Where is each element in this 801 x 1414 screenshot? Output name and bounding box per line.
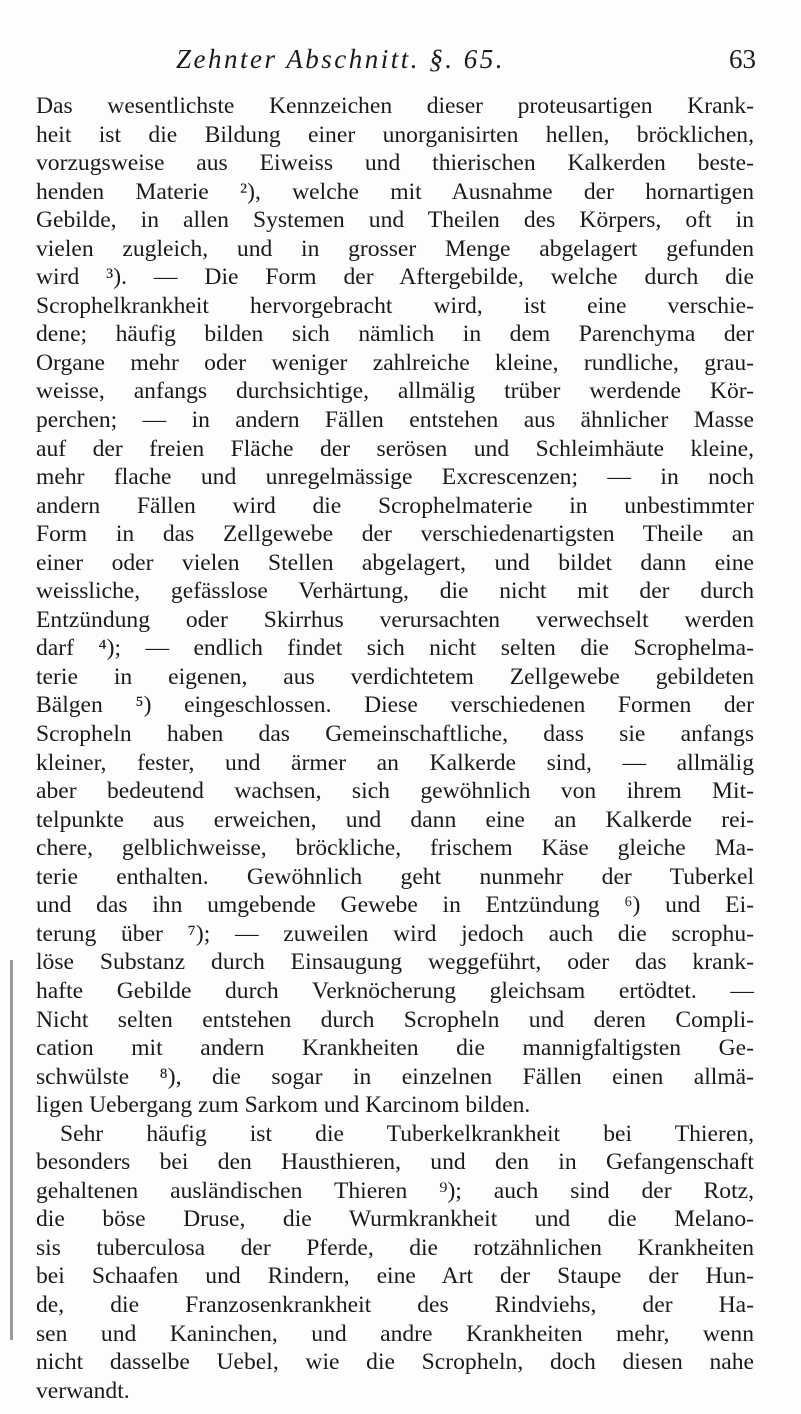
text-line: telpunkte aus erweichen, und dann eine an Kalkerde rei- — [36, 806, 754, 833]
text-line: Form in das Zellgewebe der verschiedenartigsten Theile an — [36, 521, 754, 548]
text-line: auf der freien Fläche der serösen und Schleimhäute kleine, — [36, 435, 754, 462]
text-line: ligen Uebergang zum Sarkom und Karcinom bilden. — [36, 1092, 531, 1119]
text-line: weisse, anfangs durchsichtige, allmälig trüber werdende Kör- — [36, 378, 754, 405]
text-line: terie enthalten. Gewöhnlich geht nunmehr der Tuberkel — [36, 863, 754, 890]
text-line: aber bedeutend wachsen, sich gewöhnlich von ihrem Mit- — [36, 778, 754, 805]
text-line: Scrophelkrankheit hervorgebracht wird, ist eine verschie- — [36, 292, 754, 319]
text-line: verwandt. — [36, 1377, 130, 1404]
text-line: darf ⁴); — endlich findet sich nicht selten die Scrophelma- — [36, 635, 754, 662]
text-line: hafte Gebilde durch Verknöcherung gleichsam ertödtet. — — [36, 977, 754, 1004]
text-line: und das ihn umgebende Gewebe in Entzündung ⁶) und Ei- — [36, 892, 754, 919]
text-line: sis tuberculosa der Pferde, die rotzähnlichen Krankheiten — [36, 1234, 754, 1261]
page-edge-shadow — [10, 960, 13, 1340]
text-line: Entzündung oder Skirrhus verursachten verwechselt werden — [36, 606, 754, 633]
text-line: wird ³). — Die Form der Aftergebilde, welche durch die — [36, 264, 754, 291]
text-line: terung über ⁷); — zuweilen wird jedoch auch die scrophu- — [36, 920, 754, 947]
text-line: heit ist die Bildung einer unorganisirten hellen, bröcklichen, — [36, 121, 754, 148]
running-header — [36, 44, 756, 84]
text-line: perchen; — in andern Fällen entstehen aus ähnlicher Masse — [36, 407, 754, 434]
text-line: Gebilde, in allen Systemen und Theilen des Körpers, oft in — [36, 207, 754, 234]
text-line: löse Substanz durch Einsaugung weggeführt, oder das krank- — [36, 949, 754, 976]
text-line: einer oder vielen Stellen abgelagert, und bildet dann eine — [36, 549, 754, 576]
text-line: weissliche, gefässlose Verhärtung, die nicht mit der durch — [36, 578, 754, 605]
body-text — [36, 92, 754, 1405]
text-line: nicht dasselbe Uebel, wie die Scropheln, doch diesen nahe — [36, 1349, 754, 1376]
text-line: chere, gelblichweisse, bröckliche, frischem Käse gleiche Ma- — [36, 835, 754, 862]
text-line: gehaltenen ausländischen Thieren ⁹); auch sind der Rotz, — [36, 1177, 754, 1204]
text-line: de, die Franzosenkrankheit des Rindviehs, der Ha- — [36, 1291, 754, 1318]
text-line: dene; häufig bilden sich nämlich in dem Parenchyma der — [36, 321, 754, 348]
text-line: Scropheln haben das Gemeinschaftliche, dass sie anfangs — [36, 721, 754, 748]
text-line: Sehr häufig ist die Tuberkelkrankheit bei Thieren, — [60, 1120, 754, 1147]
text-line: vielen zugleich, und in grosser Menge abgelagert gefunden — [36, 235, 754, 262]
text-line: besonders bei den Hausthieren, und den in Gefangenschaft — [36, 1149, 754, 1176]
text-line: schwülste ⁸), die sogar in einzelnen Fällen einen allmä- — [36, 1063, 754, 1090]
text-line: bei Schaafen und Rindern, eine Art der Staupe der Hun- — [36, 1263, 754, 1290]
text-line: die böse Druse, die Wurmkrankheit und die Melano- — [36, 1206, 754, 1233]
text-line: terie in eigenen, aus verdichtetem Zellgewebe gebildeten — [36, 663, 754, 690]
section-title: Zehnter Abschnitt. §. 65. — [176, 44, 505, 74]
text-line: Das wesentlichste Kennzeichen dieser proteusartigen Krank- — [36, 93, 754, 119]
text-line: sen und Kaninchen, und andre Krankheiten mehr, wenn — [36, 1320, 754, 1347]
text-line: henden Materie ²), welche mit Ausnahme der hornartigen — [36, 178, 754, 205]
text-line: cation mit andern Krankheiten die mannigfaltigsten Ge- — [36, 1035, 754, 1062]
text-line: Organe mehr oder weniger zahlreiche kleine, rundliche, grau- — [36, 349, 754, 376]
text-line: vorzugsweise aus Eiweiss und thierischen Kalkerden beste- — [36, 150, 754, 177]
text-line: Nicht selten entstehen durch Scropheln und deren Compli- — [36, 1006, 754, 1033]
text-line: kleiner, fester, und ärmer an Kalkerde sind, — allmälig — [36, 749, 754, 776]
text-line: andern Fällen wird die Scrophelmaterie in unbestimmter — [36, 492, 754, 519]
text-line: Bälgen ⁵) eingeschlossen. Diese verschiedenen Formen der — [36, 692, 754, 719]
text-line: mehr flache und unregelmässige Excrescenzen; — in noch — [36, 464, 754, 491]
page-number: 63 — [729, 44, 756, 74]
